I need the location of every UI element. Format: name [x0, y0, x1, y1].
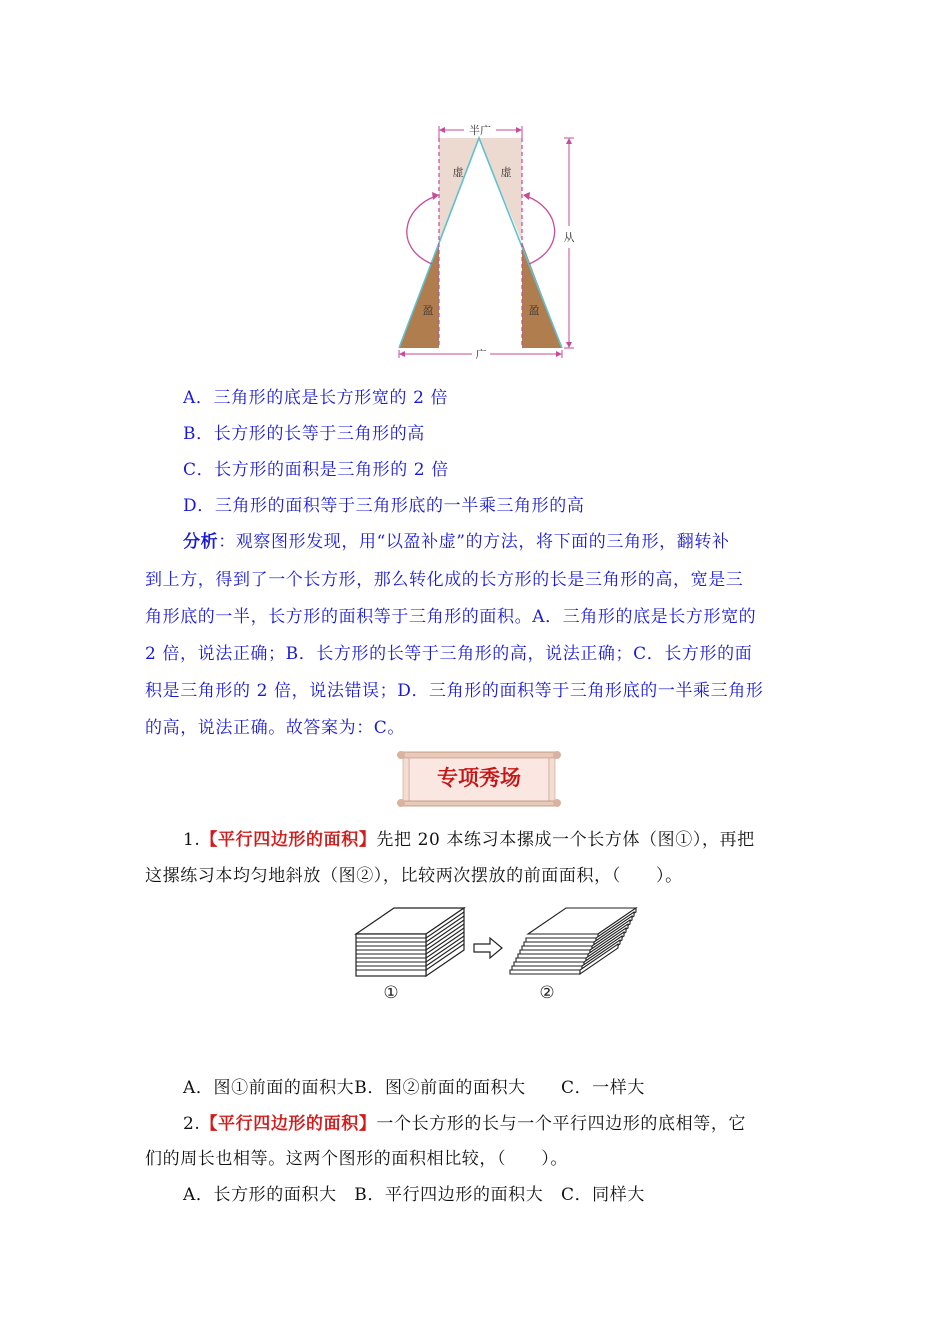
analysis-line-3: 角形底的一半，长方形的面积等于三角形的面积。A．三角形的底是长方形宽的	[145, 607, 757, 627]
q2-number: 2.	[183, 1114, 201, 1134]
option-c: C．长方形的面积是三角形的 2 倍	[183, 460, 449, 480]
label-xu-right: 虚	[500, 166, 512, 179]
label-guang: 广	[475, 348, 487, 361]
label-ying-left: 盈	[422, 304, 434, 317]
yiying-buxu-figure	[392, 118, 592, 363]
q1-line-1: 1.【平行四边形的面积】先把 20 本练习本摞成一个长方体（图①），再把	[183, 830, 755, 850]
label-half-guang: 半广	[469, 124, 491, 137]
q1-tag: 【平行四边形的面积】	[200, 830, 377, 850]
section-banner	[395, 748, 563, 810]
analysis-line-1: 分析：观察图形发现，用“以盈补虚”的方法，将下面的三角形，翻转补	[183, 532, 730, 552]
q2-tag: 【平行四边形的面积】	[200, 1114, 377, 1134]
analysis-line-5: 积是三角形的 2 倍，说法错误；D．三角形的面积等于三角形底的一半乘三角形	[145, 681, 764, 701]
analysis-line-4: 2 倍，说法正确；B．长方形的长等于三角形的高，说法正确；C．长方形的面	[145, 644, 753, 664]
option-d: D．三角形的面积等于三角形底的一半乘三角形的高	[183, 496, 585, 516]
analysis-label: 分析	[183, 532, 219, 552]
analysis-line-2: 到上方，得到了一个长方形，那么转化成的长方形的长是三角形的高，宽是三	[145, 570, 744, 590]
label-cong: 从	[563, 231, 575, 244]
label-xu-left: 虚	[452, 166, 464, 179]
q2-line-1: 2.【平行四边形的面积】一个长方形的长与一个平行四边形的底相等，它	[183, 1114, 747, 1134]
q1-options: A．图①前面的面积大B．图②前面的面积大 C．一样大	[183, 1078, 645, 1098]
fig2-label: ②	[539, 983, 555, 1003]
q1-line-2: 这摞练习本均匀地斜放（图②），比较两次摆放的前面面积，（ ）。	[145, 866, 683, 886]
banner-title: 专项秀场	[437, 766, 521, 790]
q2-line-2: 们的周长也相等。这两个图形的面积相比较，（ ）。	[145, 1149, 568, 1169]
option-b: B．长方形的长等于三角形的高	[183, 424, 425, 444]
fig1-label: ①	[383, 983, 399, 1003]
q2-options: A．长方形的面积大 B．平行四边形的面积大 C．同样大	[183, 1185, 645, 1205]
label-ying-right: 盈	[528, 304, 540, 317]
q1-number: 1.	[183, 830, 201, 850]
option-a: A．三角形的底是长方形宽的 2 倍	[183, 388, 449, 408]
notebook-stack-figure	[350, 900, 650, 1010]
analysis-line-6: 的高，说法正确。故答案为：C。	[145, 718, 406, 738]
